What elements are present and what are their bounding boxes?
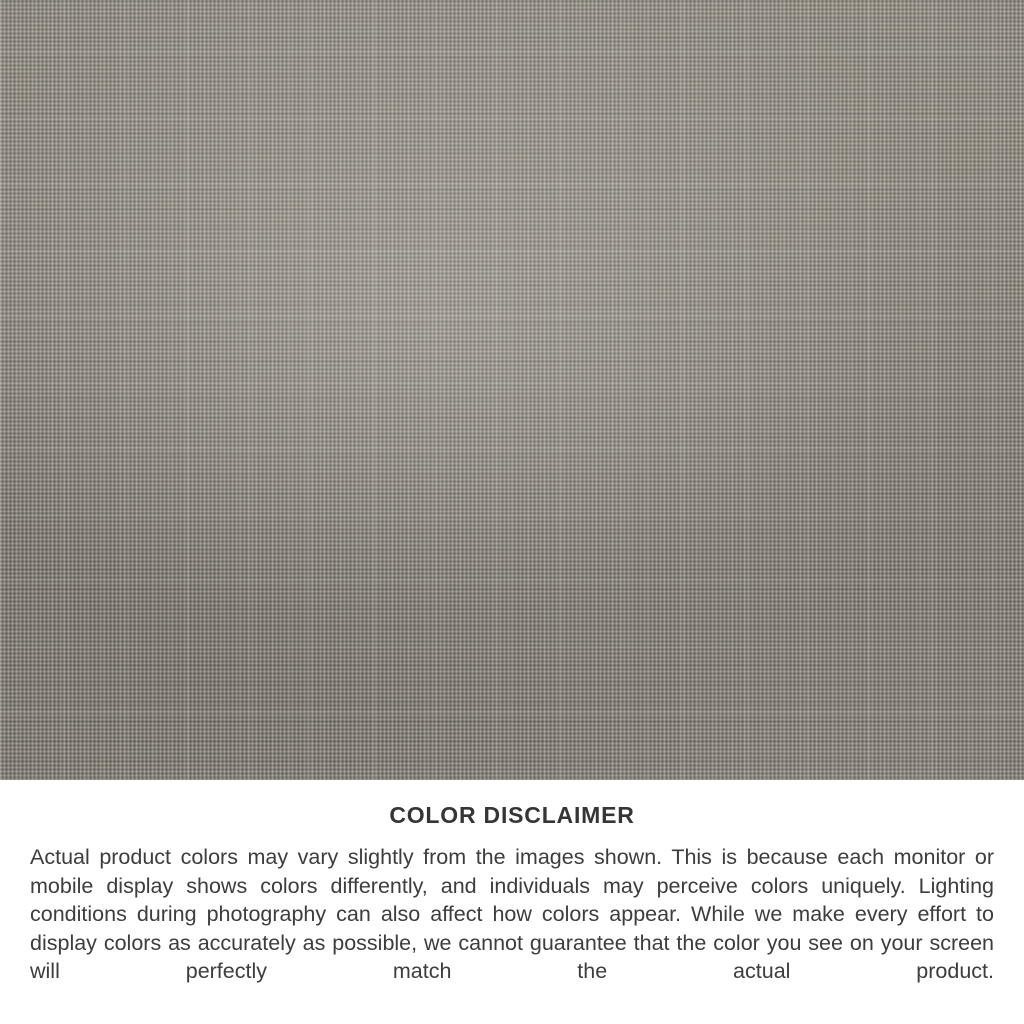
- disclaimer-panel: [0, 780, 1024, 1024]
- disclaimer-body-text: Actual product colors may vary slightly from the images shown. This is because each monitor or mobile display shows colors differently, and individuals may perceive colors uniquely. Lighting conditions during photography can also affect how colors appear. While we make every effort to display colors as accurately as possible, we cannot guarantee that the color you see on your screen will perfectly match the actual product.: [30, 845, 994, 984]
- disclaimer-title: COLOR DISCLAIMER: [389, 802, 635, 828]
